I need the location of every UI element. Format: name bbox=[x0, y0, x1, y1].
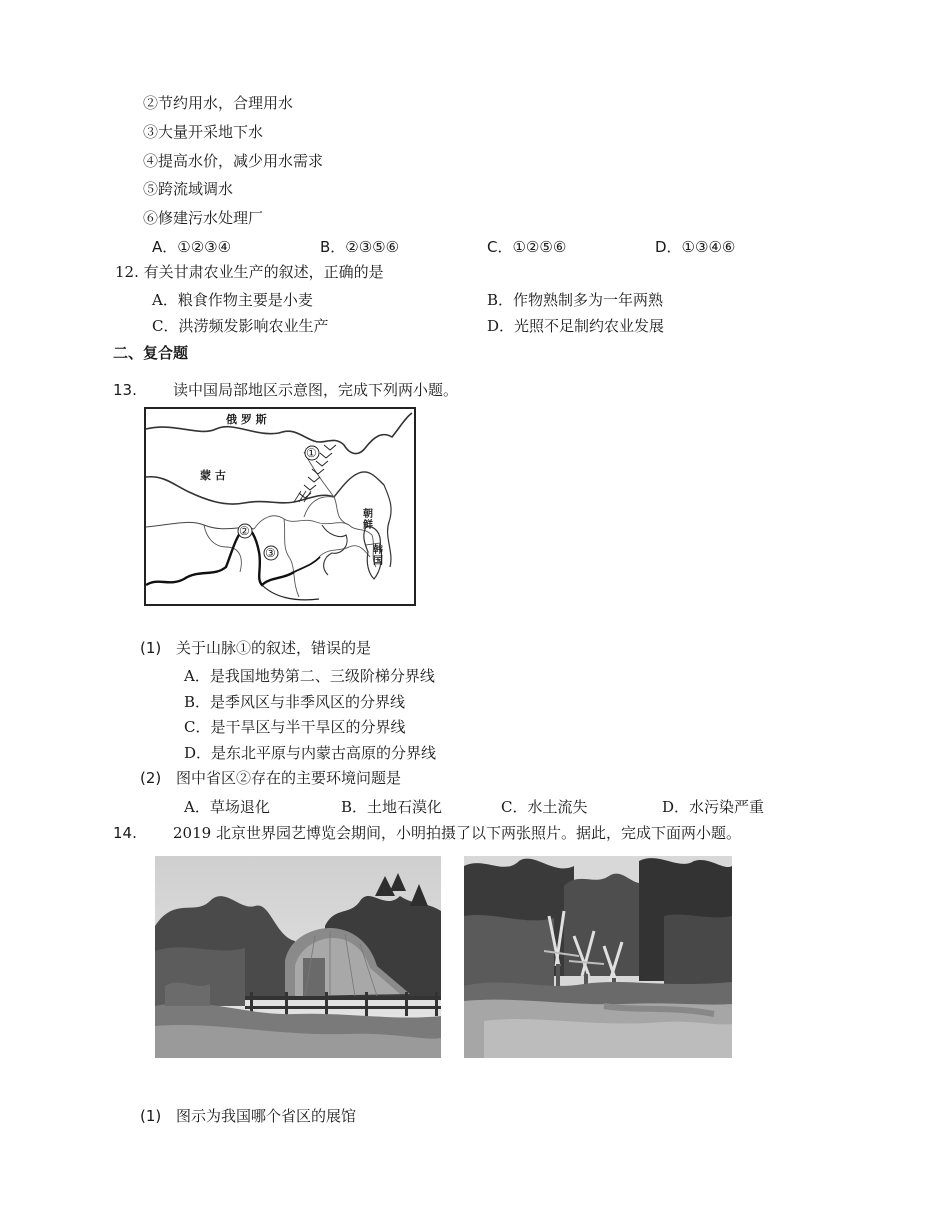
q13-number: 13. bbox=[113, 381, 137, 399]
q13-sub2-stem: 图中省区②存在的主要环境问题是 bbox=[176, 769, 402, 787]
q11-item-6: ⑥修建污水处理厂 bbox=[143, 209, 264, 227]
photo-yurt-pavilion bbox=[155, 856, 441, 1058]
q11-option-a[interactable]: A．①②③④ bbox=[152, 238, 232, 256]
photo-garden-sculpture bbox=[464, 856, 732, 1058]
q11-item-3: ③大量开采地下水 bbox=[143, 123, 264, 141]
q12-stem: 12. 有关甘肃农业生产的叙述，正确的是 bbox=[115, 263, 384, 281]
q13-sub2-option-a[interactable]: A．草场退化 bbox=[184, 798, 270, 816]
q12-option-d[interactable]: D．光照不足制约农业发展 bbox=[487, 317, 665, 335]
q14-sub1-stem: 图示为我国哪个省区的展馆 bbox=[176, 1107, 357, 1125]
q11-item-4: ④提高水价，减少用水需求 bbox=[143, 152, 324, 170]
china-region-map bbox=[144, 407, 416, 606]
q13-sub2-option-c[interactable]: C．水土流失 bbox=[501, 798, 588, 816]
q13-sub1-option-d[interactable]: D．是东北平原与内蒙古高原的分界线 bbox=[184, 744, 437, 762]
q13-sub1-option-a[interactable]: A．是我国地势第二、三级阶梯分界线 bbox=[184, 667, 435, 685]
q11-option-b[interactable]: B．②③⑤⑥ bbox=[320, 238, 400, 256]
q13-sub2-option-d[interactable]: D．水污染严重 bbox=[662, 798, 765, 816]
q11-option-c[interactable]: C．①②⑤⑥ bbox=[487, 238, 567, 256]
q13-sub2-number: (2) bbox=[140, 769, 162, 787]
map-label-north-korea: 朝鲜 bbox=[363, 509, 373, 531]
q14-sub1-number: (1) bbox=[140, 1107, 162, 1125]
q13-stem: 读中国局部地区示意图，完成下列两小题。 bbox=[173, 381, 459, 399]
q11-item-2: ②节约用水，合理用水 bbox=[143, 94, 294, 112]
map-marker-2: ② bbox=[239, 524, 250, 538]
map-label-russia: 俄 罗 斯 bbox=[226, 413, 267, 426]
q12-option-b[interactable]: B．作物熟制多为一年两熟 bbox=[487, 291, 664, 309]
q11-option-d[interactable]: D．①③④⑥ bbox=[655, 238, 736, 256]
q11-item-5: ⑤跨流域调水 bbox=[143, 180, 234, 198]
q13-sub1-option-c[interactable]: C．是干旱区与半干旱区的分界线 bbox=[184, 718, 406, 736]
q13-sub1-stem: 关于山脉①的叙述，错误的是 bbox=[176, 639, 372, 657]
q13-sub1-option-b[interactable]: B．是季风区与非季风区的分界线 bbox=[184, 693, 406, 711]
q14-number: 14. bbox=[113, 824, 137, 842]
map-marker-1: ① bbox=[306, 446, 317, 460]
map-marker-3: ③ bbox=[265, 546, 276, 560]
q12-option-c[interactable]: C．洪涝频发影响农业生产 bbox=[152, 317, 329, 335]
q14-stem: 2019 北京世界园艺博览会期间，小明拍摄了以下两张照片。据此，完成下面两小题。 bbox=[173, 824, 741, 842]
q13-sub1-number: (1) bbox=[140, 639, 162, 657]
q13-sub2-option-b[interactable]: B．土地石漠化 bbox=[341, 798, 443, 816]
q12-option-a[interactable]: A．粮食作物主要是小麦 bbox=[152, 291, 313, 309]
section-heading: 二、复合题 bbox=[113, 344, 189, 362]
map-label-south-korea: 韩国 bbox=[373, 545, 383, 567]
map-label-mongolia: 蒙 古 bbox=[200, 469, 226, 482]
